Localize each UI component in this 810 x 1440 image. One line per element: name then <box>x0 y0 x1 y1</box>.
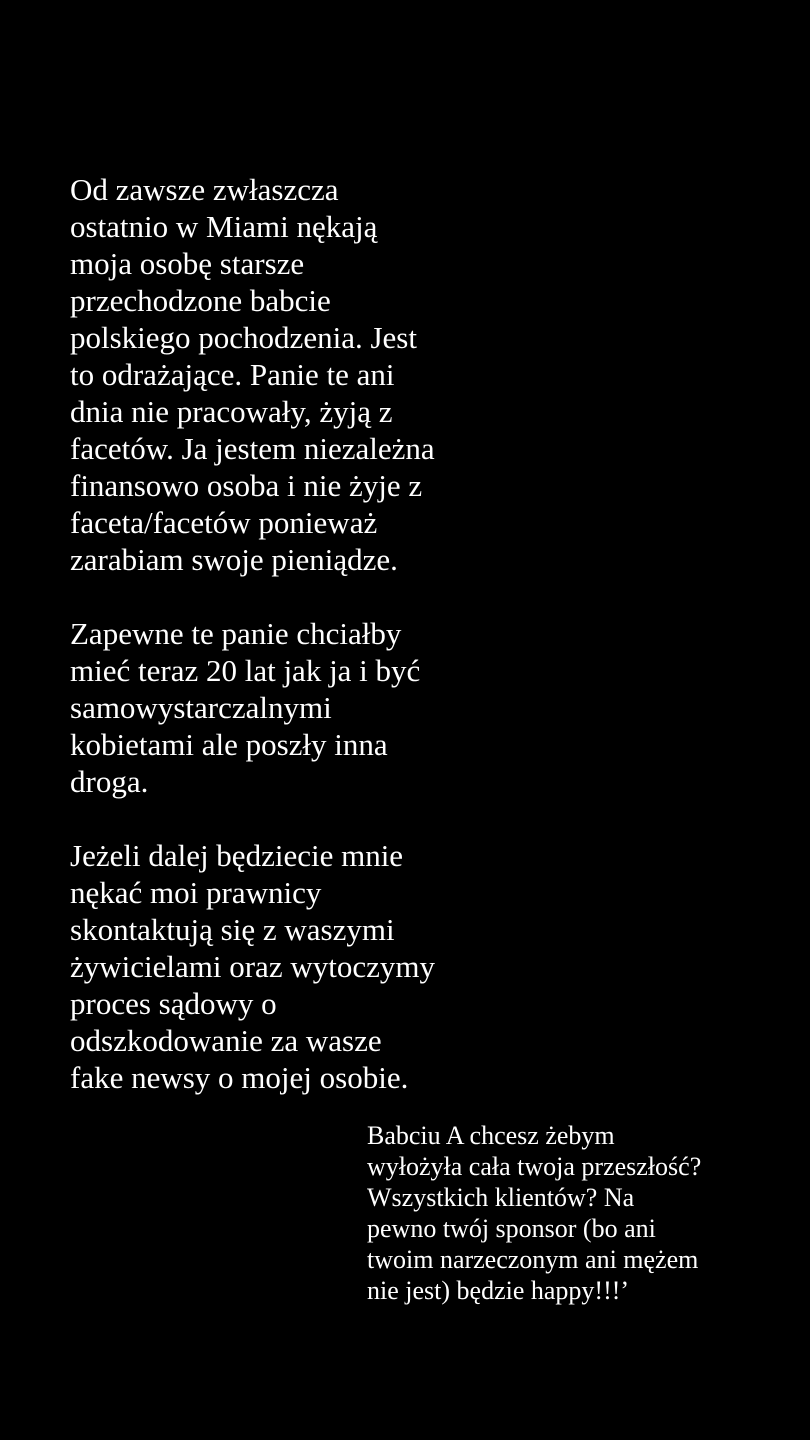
reply-line: Wszystkich klientów? Na <box>367 1183 635 1212</box>
text-line: to odrażające. Panie te ani <box>70 357 395 392</box>
text-line: polskiego pochodzenia. Jest <box>70 320 417 355</box>
reply-line: pewno twój sponsor (bo ani <box>367 1214 656 1243</box>
text-line: proces sądowy o <box>70 986 277 1021</box>
text-line: zarabiam swoje pieniądze. <box>70 542 398 577</box>
text-line: Jeżeli dalej będziecie mnie <box>70 838 404 873</box>
text-line: faceta/facetów ponieważ <box>70 505 378 540</box>
text-line: droga. <box>70 764 149 799</box>
reply-line: nie jest) będzie happy!!!’ <box>367 1276 630 1305</box>
text-line: ostatnio w Miami nękają <box>70 209 378 244</box>
main-statement <box>70 171 500 1096</box>
text-line: kobietami ale poszły inna <box>70 727 388 762</box>
text-line: fake newsy o mojej osobie. <box>70 1060 409 1095</box>
text-line: mieć teraz 20 lat jak ja i być <box>70 653 421 688</box>
text-line: finansowo osoba i nie żyje z <box>70 468 423 503</box>
text-line: skontaktują się z waszymi <box>70 912 395 947</box>
paragraph-1 <box>70 171 500 578</box>
text-line: odszkodowanie za wasze <box>70 1023 382 1058</box>
text-line: Zapewne te panie chciałby <box>70 616 402 651</box>
paragraph-2 <box>70 615 500 800</box>
text-line: Od zawsze zwłaszcza <box>70 172 339 207</box>
text-line: nękać moi prawnicy <box>70 875 322 910</box>
text-line: facetów. Ja jestem niezależna <box>70 431 435 466</box>
text-line: przechodzone babcie <box>70 283 331 318</box>
paragraph-3 <box>70 837 500 1096</box>
text-line: żywicielami oraz wytoczymy <box>70 949 435 984</box>
text-line: moja osobę starsze <box>70 246 305 281</box>
text-line: dnia nie pracowały, żyją z <box>70 394 393 429</box>
reply-caption <box>367 1120 787 1306</box>
text-line: samowystarczalnymi <box>70 690 332 725</box>
reply-line: wyłożyła cała twoja przeszłość? <box>367 1152 702 1181</box>
reply-line: Babciu A chcesz żebym <box>367 1121 615 1150</box>
reply-line: twoim narzeczonym ani mężem <box>367 1245 699 1274</box>
